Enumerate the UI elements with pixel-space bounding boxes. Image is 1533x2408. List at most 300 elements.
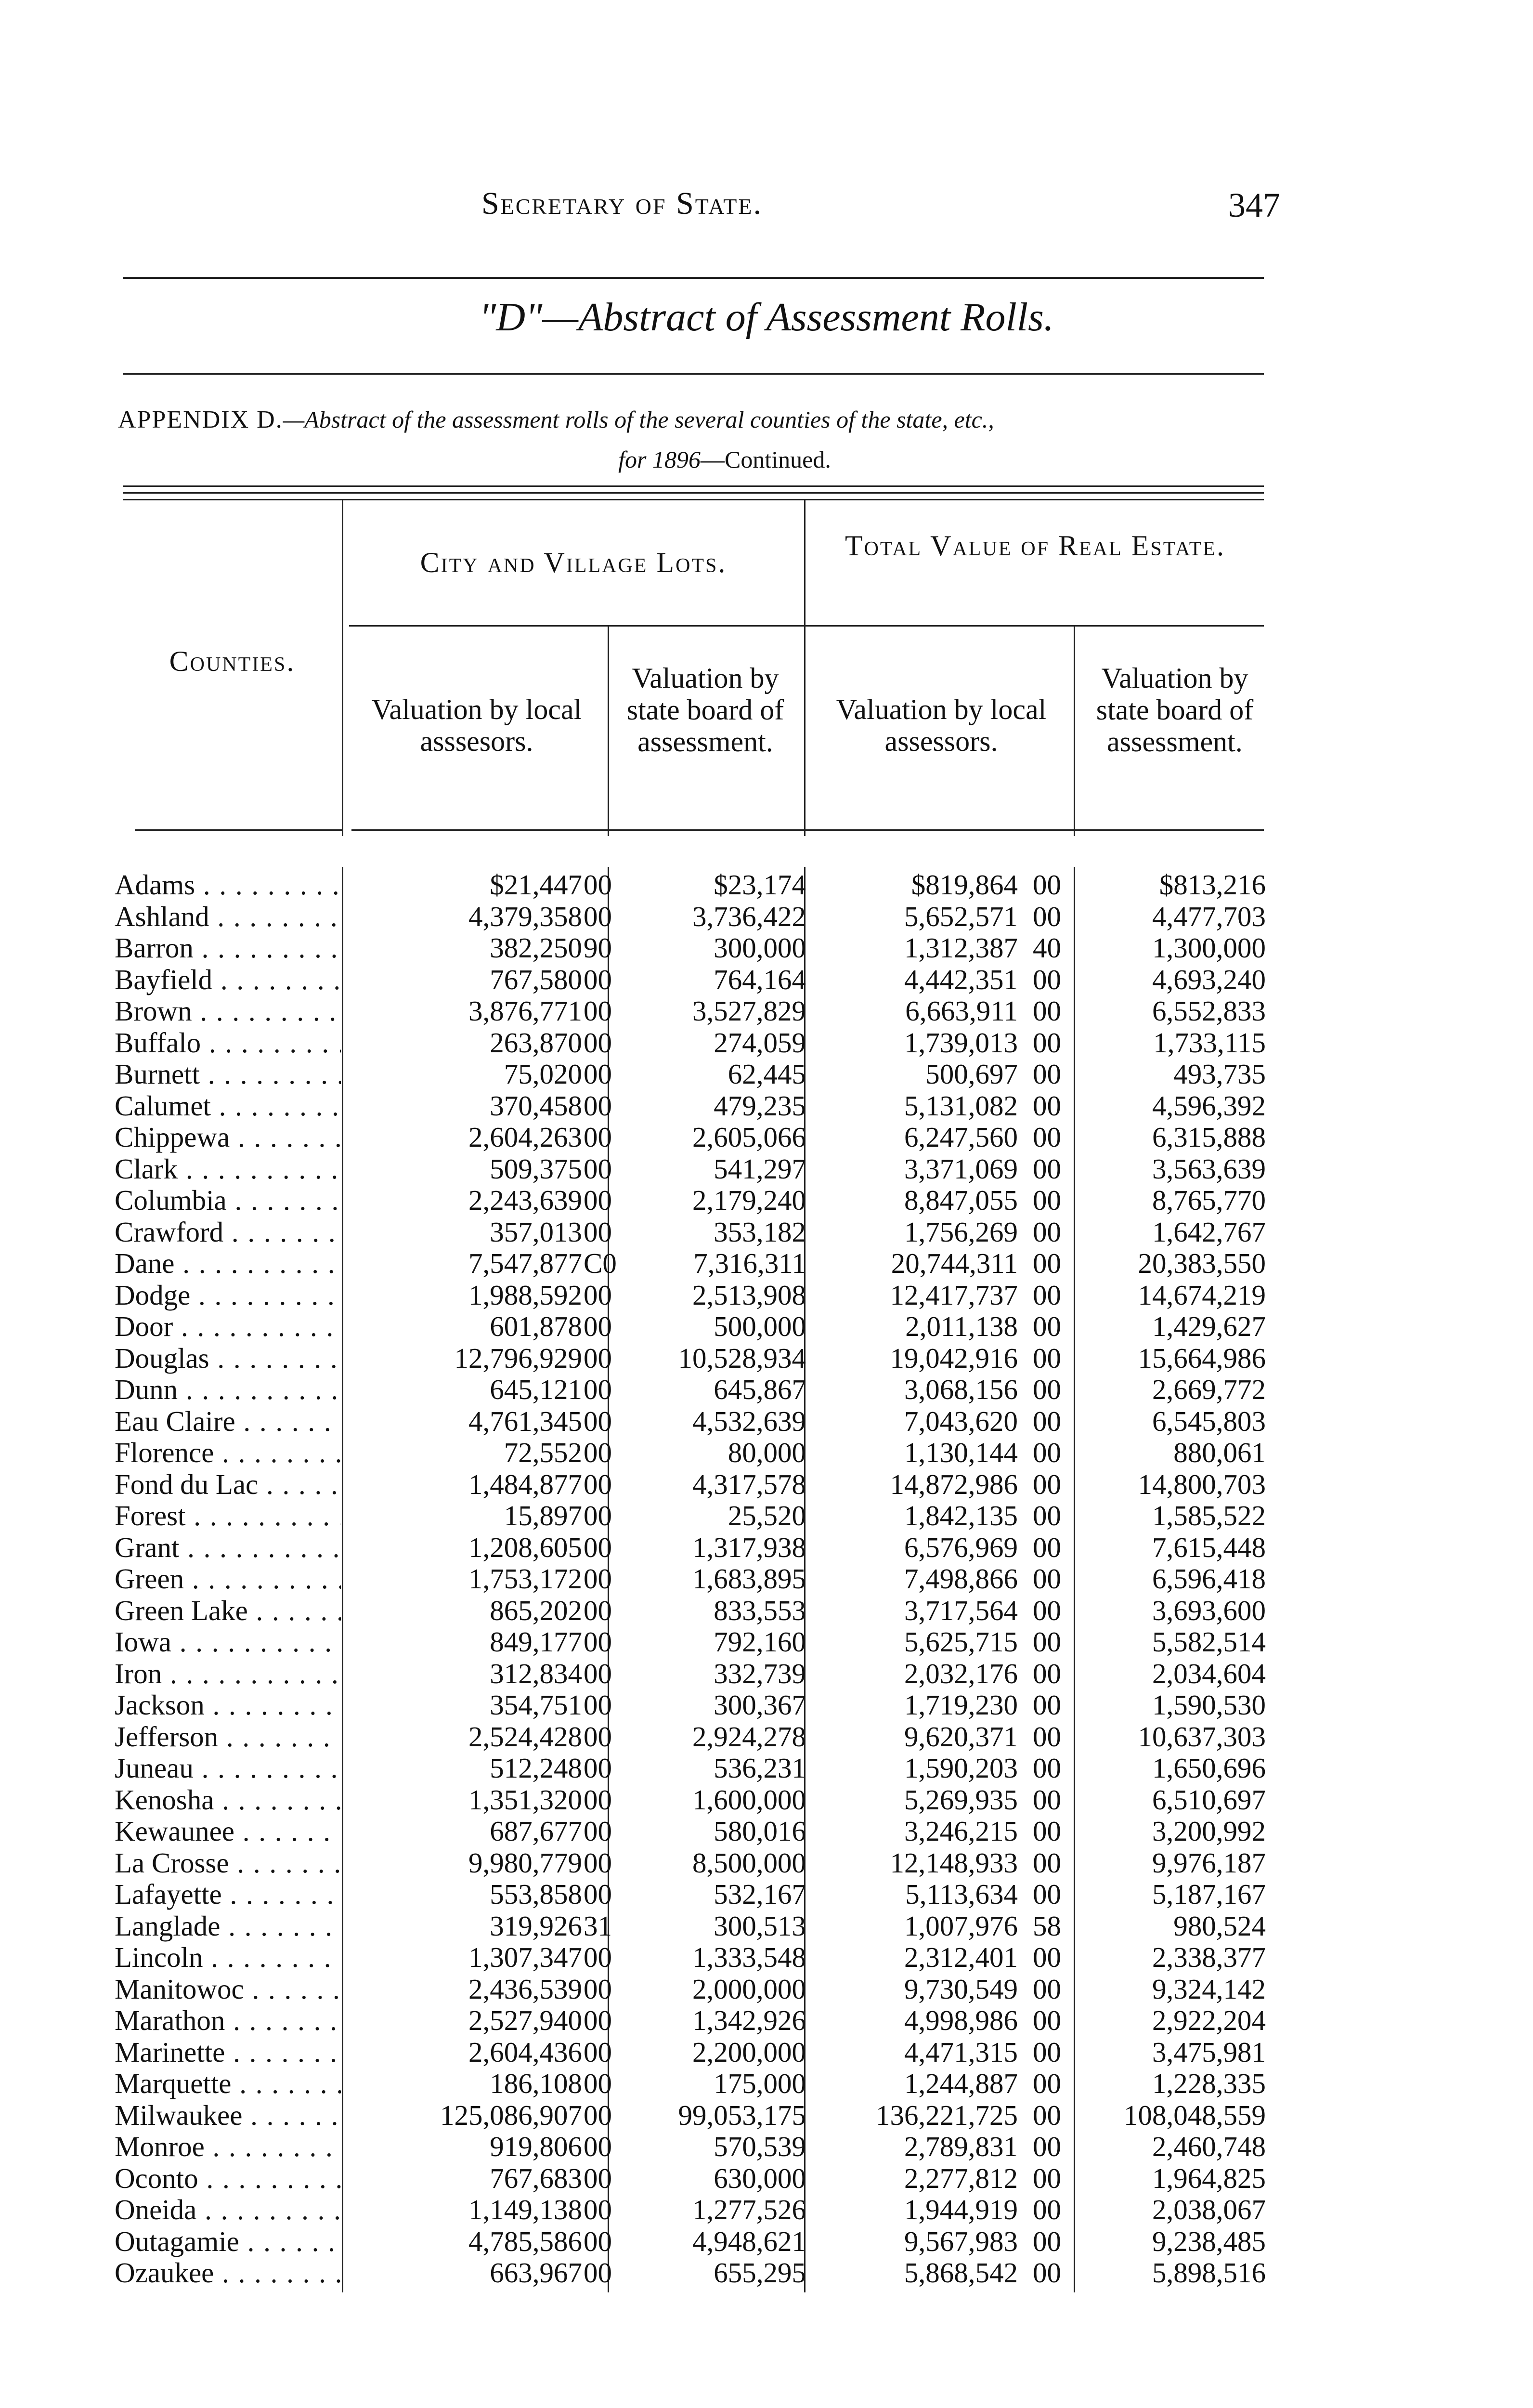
total-state-value: 3,563,639 (1152, 1152, 1266, 1185)
county-name: Kenosha . . . (115, 1784, 341, 1816)
city-state-value: 1,277,526 (692, 2194, 806, 2225)
total-local-cents: 00 (1033, 869, 1061, 901)
county-name: Green . . . (115, 1563, 341, 1595)
county-name: Monroe . . . (115, 2131, 341, 2163)
county-name: Clark . . . (115, 1153, 341, 1185)
city-local-cents: 00 (584, 1500, 612, 1531)
total-local-value: 8,847,055 (904, 1184, 1018, 1216)
city-state-value: 479,235 (714, 1089, 806, 1122)
city-local-value: 72,552 (504, 1437, 582, 1468)
header-city-village-lots: City and Village Lots. (420, 547, 727, 578)
total-state-value: 1,590,530 (1152, 1689, 1266, 1721)
total-local-value: 2,277,812 (904, 2162, 1018, 2194)
city-local-value: 2,243,639 (468, 1184, 582, 1216)
county-name: Oneida . . . (115, 2194, 341, 2226)
city-local-cents: 00 (584, 2131, 612, 2162)
city-local-cents: 00 (584, 1720, 612, 1753)
table-row (0, 2163, 1533, 2195)
table-row (0, 1532, 1533, 1564)
county-name: Marathon . . . (115, 2005, 341, 2037)
city-state-value: 353,182 (714, 1216, 806, 1248)
top-rule (123, 277, 1264, 279)
county-name: Fond du Lac . . . (115, 1469, 341, 1501)
city-local-value: 663,967 (490, 2257, 582, 2289)
city-local-cents: 00 (584, 900, 612, 932)
table-row (0, 1469, 1533, 1501)
city-state-value: 4,532,639 (692, 1405, 806, 1437)
city-local-value: 1,988,592 (468, 1279, 582, 1311)
total-state-value: 1,650,696 (1152, 1752, 1266, 1784)
city-state-value: 7,316,311 (693, 1247, 806, 1279)
county-name: Calumet . . . (115, 1090, 341, 1122)
total-local-cents: 00 (1033, 2194, 1061, 2225)
city-local-cents: 00 (584, 2162, 612, 2194)
city-local-cents: 00 (584, 1279, 612, 1311)
total-local-value: 9,620,371 (904, 1720, 1018, 1753)
city-state-value: 2,513,908 (692, 1279, 806, 1311)
city-local-cents: 00 (584, 2004, 612, 2036)
header-total-state: Valuation by state board of assessment. (1096, 662, 1254, 758)
total-state-value: 4,693,240 (1152, 963, 1266, 995)
total-state-value: 2,338,377 (1152, 1941, 1266, 1973)
total-local-value: 9,730,549 (904, 1973, 1018, 2005)
city-local-value: 263,870 (490, 1026, 582, 1059)
county-name: Milwaukee . . . (115, 2100, 341, 2132)
total-state-value: $813,216 (1159, 869, 1266, 901)
table-row (0, 1784, 1533, 1816)
total-state-value: 5,187,167 (1152, 1878, 1266, 1910)
city-local-value: 1,351,320 (468, 1783, 582, 1816)
total-local-cents: 00 (1033, 2004, 1061, 2036)
city-local-cents: 00 (584, 2068, 612, 2099)
county-name: Juneau . . . (115, 1753, 341, 1784)
city-local-value: $21,447 (490, 869, 582, 901)
city-local-value: 553,858 (490, 1878, 582, 1910)
header-total-local: Valuation by local assessors. (836, 694, 1047, 757)
city-local-value: 3,876,771 (468, 995, 582, 1027)
county-name: Dane . . . (115, 1248, 341, 1280)
col-divider-total (1074, 626, 1075, 836)
county-name: Douglas . . . (115, 1343, 341, 1374)
city-local-value: 865,202 (490, 1594, 582, 1626)
county-name: La Crosse . . . (115, 1847, 341, 1879)
total-state-value: 2,038,067 (1152, 2194, 1266, 2225)
total-local-value: 5,113,634 (905, 1878, 1018, 1910)
city-local-value: 4,785,586 (468, 2225, 582, 2257)
city-local-value: 1,208,605 (468, 1531, 582, 1563)
total-local-value: 6,247,560 (904, 1121, 1018, 1153)
total-local-value: 6,576,969 (904, 1531, 1018, 1563)
total-local-cents: 00 (1033, 1941, 1061, 1973)
city-local-value: 370,458 (490, 1089, 582, 1122)
county-name: Crawford . . . (115, 1217, 341, 1248)
total-state-value: 1,964,825 (1152, 2162, 1266, 2194)
table-row (0, 1689, 1533, 1721)
city-local-cents: 00 (584, 995, 612, 1027)
total-state-value: 108,048,559 (1124, 2099, 1266, 2131)
table-row (0, 1280, 1533, 1311)
city-local-cents: 00 (584, 1846, 612, 1879)
total-local-cents: 00 (1033, 900, 1061, 932)
city-state-value: 2,605,066 (692, 1121, 806, 1153)
city-local-cents: C0 (584, 1247, 617, 1279)
table-row (0, 2037, 1533, 2068)
total-local-cents: 00 (1033, 1563, 1061, 1595)
total-state-value: 3,475,981 (1152, 2036, 1266, 2068)
total-local-value: 5,269,935 (904, 1783, 1018, 1816)
total-local-cents: 00 (1033, 2068, 1061, 2099)
table-row (0, 1753, 1533, 1784)
total-state-value: 6,552,833 (1152, 995, 1266, 1027)
city-state-value: 645,867 (714, 1374, 806, 1405)
city-local-value: 509,375 (490, 1152, 582, 1185)
city-local-value: 512,248 (490, 1752, 582, 1784)
total-state-value: 2,922,204 (1152, 2004, 1266, 2036)
total-state-value: 3,200,992 (1152, 1815, 1266, 1847)
total-local-value: 2,312,401 (904, 1941, 1018, 1973)
city-state-value: 300,513 (714, 1910, 806, 1942)
city-local-value: 601,878 (490, 1310, 582, 1342)
city-local-cents: 00 (584, 1026, 612, 1059)
county-name: Marinette . . . (115, 2037, 341, 2068)
county-name: Lincoln . . . (115, 1942, 341, 1974)
city-local-cents: 00 (584, 1184, 612, 1216)
city-local-cents: 00 (584, 2036, 612, 2068)
city-local-value: 1,484,877 (468, 1468, 582, 1500)
table-row (0, 995, 1533, 1027)
county-name: Ozaukee . . . (115, 2257, 341, 2289)
county-name: Grant . . . (115, 1532, 341, 1564)
table-row (0, 1153, 1533, 1185)
city-local-cents: 00 (584, 2194, 612, 2225)
table-caption (118, 400, 1273, 479)
city-state-value: 2,000,000 (692, 1973, 806, 2005)
total-state-value: 14,674,219 (1138, 1279, 1266, 1311)
city-local-value: 125,086,907 (440, 2099, 582, 2131)
total-local-cents: 00 (1033, 1689, 1061, 1721)
city-local-cents: 00 (584, 1626, 612, 1658)
total-local-cents: 00 (1033, 1089, 1061, 1122)
total-local-value: 5,868,542 (904, 2257, 1018, 2289)
total-state-value: 9,324,142 (1152, 1973, 1266, 2005)
total-local-cents: 00 (1033, 1657, 1061, 1689)
total-state-value: 6,545,803 (1152, 1405, 1266, 1437)
total-local-cents: 00 (1033, 1247, 1061, 1279)
total-local-cents: 00 (1033, 1184, 1061, 1216)
city-local-cents: 00 (584, 1152, 612, 1185)
table-row (0, 2100, 1533, 2132)
table-row (0, 2194, 1533, 2226)
city-state-value: 1,317,938 (692, 1531, 806, 1563)
city-state-value: 332,739 (714, 1657, 806, 1689)
city-state-value: 764,164 (714, 963, 806, 995)
table-row (0, 1974, 1533, 2005)
city-local-cents: 00 (584, 1941, 612, 1973)
city-state-value: 570,539 (714, 2131, 806, 2162)
header-counties: Counties. (169, 645, 296, 677)
table-row (0, 1217, 1533, 1248)
total-state-value: 20,383,550 (1138, 1247, 1266, 1279)
total-local-cents: 00 (1033, 1342, 1061, 1374)
header-city-state: Valuation by state board of assessment. (626, 662, 784, 758)
table-row (0, 1311, 1533, 1343)
city-local-value: 2,524,428 (468, 1720, 582, 1753)
city-state-value: 792,160 (714, 1626, 806, 1658)
city-local-value: 919,806 (490, 2131, 582, 2162)
total-local-cents: 00 (1033, 1720, 1061, 1753)
table-row (0, 1911, 1533, 1942)
city-state-value: 833,553 (714, 1594, 806, 1626)
table-row (0, 1500, 1533, 1532)
total-state-value: 8,765,770 (1152, 1184, 1266, 1216)
total-local-cents: 40 (1033, 932, 1061, 964)
total-local-cents: 00 (1033, 1594, 1061, 1626)
table-row (0, 2131, 1533, 2163)
city-local-cents: 00 (584, 1374, 612, 1405)
total-local-value: 500,697 (925, 1058, 1018, 1090)
group-header-rule (349, 625, 1264, 627)
table-row (0, 1816, 1533, 1847)
total-state-value: 7,615,448 (1152, 1531, 1266, 1563)
city-local-value: 767,683 (490, 2162, 582, 2194)
city-local-value: 645,121 (490, 1374, 582, 1405)
city-local-cents: 00 (584, 1121, 612, 1153)
total-local-cents: 00 (1033, 963, 1061, 995)
total-local-value: 4,442,351 (904, 963, 1018, 995)
city-local-value: 186,108 (490, 2068, 582, 2099)
total-local-cents: 00 (1033, 1531, 1061, 1563)
total-local-value: 1,944,919 (904, 2194, 1018, 2225)
total-state-value: 493,735 (1173, 1058, 1266, 1090)
total-local-value: $819,864 (911, 869, 1018, 901)
running-head (0, 185, 1533, 238)
total-local-cents: 00 (1033, 2099, 1061, 2131)
city-local-cents: 00 (584, 2257, 612, 2289)
total-local-cents: 00 (1033, 1815, 1061, 1847)
total-local-value: 5,131,082 (904, 1089, 1018, 1122)
city-local-value: 15,897 (504, 1500, 582, 1531)
city-local-value: 2,604,436 (468, 2036, 582, 2068)
county-name: Adams . . . (115, 869, 341, 901)
table-row (0, 2257, 1533, 2289)
city-local-cents: 00 (584, 1783, 612, 1816)
city-local-cents: 00 (584, 869, 612, 901)
total-state-value: 2,460,748 (1152, 2131, 1266, 2162)
city-state-value: 274,059 (714, 1026, 806, 1059)
city-local-value: 1,149,138 (468, 2194, 582, 2225)
total-local-cents: 00 (1033, 1374, 1061, 1405)
city-state-value: 500,000 (714, 1310, 806, 1342)
total-state-value: 1,429,627 (1152, 1310, 1266, 1342)
total-local-value: 3,246,215 (904, 1815, 1018, 1847)
total-state-value: 1,300,000 (1152, 932, 1266, 964)
county-name: Barron . . . (115, 932, 341, 964)
table-row (0, 1563, 1533, 1595)
city-local-cents: 00 (584, 1216, 612, 1248)
header-bottom-rule-values (351, 829, 1264, 831)
total-local-value: 3,371,069 (904, 1152, 1018, 1185)
table-row (0, 1122, 1533, 1153)
section-title: "D"—Abstract of Assessment Rolls. (479, 295, 1054, 340)
total-local-cents: 00 (1033, 1152, 1061, 1185)
total-local-value: 2,789,831 (904, 2131, 1018, 2162)
city-state-value: 8,500,000 (692, 1846, 806, 1879)
table-row (0, 1059, 1533, 1090)
county-name: Marquette . . . (115, 2068, 341, 2100)
county-name: Iron . . . (115, 1658, 341, 1690)
county-name: Lafayette . . . (115, 1879, 341, 1911)
city-state-value: 2,924,278 (692, 1720, 806, 1753)
city-local-value: 2,436,539 (468, 1973, 582, 2005)
county-name: Ashland . . . (115, 901, 341, 933)
table-row (0, 932, 1533, 964)
caption-for: for (618, 446, 647, 473)
total-local-value: 5,625,715 (904, 1626, 1018, 1658)
table-top-rule-2 (123, 492, 1264, 494)
city-state-value: 1,342,926 (692, 2004, 806, 2036)
city-local-cents: 00 (584, 2225, 612, 2257)
total-state-value: 3,693,600 (1152, 1594, 1266, 1626)
city-state-value: 4,948,621 (692, 2225, 806, 2257)
county-name: Oconto . . . (115, 2163, 341, 2195)
city-local-cents: 00 (584, 1531, 612, 1563)
caption-line2 (118, 440, 1273, 479)
city-local-cents: 00 (584, 1342, 612, 1374)
table-row (0, 901, 1533, 933)
county-name: Green Lake . . . (115, 1595, 341, 1627)
total-local-cents: 00 (1033, 2257, 1061, 2289)
total-local-cents: 00 (1033, 1216, 1061, 1248)
city-local-cents: 00 (584, 1437, 612, 1468)
table-top-rule-1 (123, 485, 1264, 487)
city-local-value: 1,753,172 (468, 1563, 582, 1595)
table-row (0, 1721, 1533, 1753)
total-state-value: 2,669,772 (1152, 1374, 1266, 1405)
total-local-value: 3,717,564 (904, 1594, 1018, 1626)
total-local-value: 12,148,933 (890, 1846, 1018, 1879)
city-state-value: 10,528,934 (678, 1342, 806, 1374)
caption-continued: —Continued. (701, 446, 831, 473)
table-row (0, 2226, 1533, 2258)
total-local-value: 12,417,737 (890, 1279, 1018, 1311)
city-local-value: 4,761,345 (468, 1405, 582, 1437)
total-local-value: 1,842,135 (904, 1500, 1018, 1531)
caption-lead: APPENDIX D. (118, 406, 283, 433)
total-state-value: 6,510,697 (1152, 1783, 1266, 1816)
total-local-value: 1,007,976 (904, 1910, 1018, 1942)
table-row (0, 1374, 1533, 1406)
total-local-cents: 00 (1033, 1846, 1061, 1879)
county-name: Burnett . . . (115, 1059, 341, 1090)
city-state-value: 630,000 (714, 2162, 806, 2194)
table-row (0, 964, 1533, 996)
city-state-value: 580,016 (714, 1815, 806, 1847)
county-name: Florence . . . (115, 1437, 341, 1469)
city-local-value: 382,250 (490, 932, 582, 964)
city-local-value: 319,926 (490, 1910, 582, 1942)
table-row (0, 1847, 1533, 1879)
county-name: Bayfield . . . (115, 964, 341, 996)
city-state-value: 2,179,240 (692, 1184, 806, 1216)
city-local-cents: 00 (584, 1594, 612, 1626)
total-local-value: 7,498,866 (904, 1563, 1018, 1595)
total-local-value: 1,590,203 (904, 1752, 1018, 1784)
county-name: Manitowoc . . . (115, 1974, 341, 2005)
table-row (0, 1942, 1533, 1974)
city-local-cents: 00 (584, 1468, 612, 1500)
total-state-value: 1,642,767 (1152, 1216, 1266, 1248)
total-local-cents: 00 (1033, 1121, 1061, 1153)
city-local-cents: 00 (584, 1405, 612, 1437)
total-local-cents: 00 (1033, 995, 1061, 1027)
total-local-value: 1,719,230 (904, 1689, 1018, 1721)
city-local-value: 312,834 (490, 1657, 582, 1689)
total-local-value: 14,872,986 (890, 1468, 1018, 1500)
total-local-value: 20,744,311 (891, 1247, 1018, 1279)
total-state-value: 1,733,115 (1153, 1026, 1266, 1059)
city-state-value: 25,520 (728, 1500, 806, 1531)
running-title: Secretary of State. (481, 186, 763, 221)
city-local-cents: 00 (584, 1563, 612, 1595)
total-local-value: 2,011,138 (905, 1310, 1018, 1342)
total-local-cents: 00 (1033, 2225, 1061, 2257)
total-local-value: 1,312,387 (904, 932, 1018, 964)
total-state-value: 15,664,986 (1138, 1342, 1266, 1374)
total-state-value: 10,637,303 (1138, 1720, 1266, 1753)
caption-text: —Abstract of the assessment rolls of the several counties of the state, etc., (283, 406, 994, 433)
total-state-value: 5,582,514 (1152, 1626, 1266, 1658)
total-state-value: 980,524 (1173, 1910, 1266, 1942)
city-state-value: 3,527,829 (692, 995, 806, 1027)
total-state-value: 9,238,485 (1152, 2225, 1266, 2257)
city-local-value: 7,547,877 (468, 1247, 582, 1279)
county-name: Forest . . . (115, 1500, 341, 1532)
header-bottom-rule-counties (135, 829, 342, 831)
table-row (0, 1879, 1533, 1911)
total-local-value: 1,130,144 (904, 1437, 1018, 1468)
total-local-cents: 58 (1033, 1910, 1061, 1942)
city-state-value: 3,736,422 (692, 900, 806, 932)
total-local-value: 19,042,916 (890, 1342, 1018, 1374)
city-state-value: 300,000 (714, 932, 806, 964)
total-local-value: 4,471,315 (904, 2036, 1018, 2068)
col-divider-city (608, 626, 609, 836)
city-state-value: 655,295 (714, 2257, 806, 2289)
total-local-cents: 00 (1033, 1973, 1061, 2005)
city-local-value: 2,527,940 (468, 2004, 582, 2036)
table-row (0, 1090, 1533, 1122)
city-local-value: 687,677 (490, 1815, 582, 1847)
city-state-value: 536,231 (714, 1752, 806, 1784)
city-local-cents: 31 (584, 1910, 612, 1942)
total-local-value: 1,739,013 (904, 1026, 1018, 1059)
table-body (0, 869, 1533, 2289)
city-state-value: 1,600,000 (692, 1783, 806, 1816)
table-row (0, 1626, 1533, 1658)
city-state-value: 175,000 (714, 2068, 806, 2099)
total-local-value: 136,221,725 (876, 2099, 1018, 2131)
total-local-cents: 00 (1033, 1500, 1061, 1531)
total-local-cents: 00 (1033, 1058, 1061, 1090)
city-local-cents: 00 (584, 1752, 612, 1784)
total-state-value: 6,596,418 (1152, 1563, 1266, 1595)
city-state-value: 80,000 (728, 1437, 806, 1468)
total-local-cents: 00 (1033, 1626, 1061, 1658)
total-local-cents: 00 (1033, 1752, 1061, 1784)
total-local-cents: 00 (1033, 2162, 1061, 2194)
county-name: Dodge . . . (115, 1280, 341, 1311)
table-row (0, 1406, 1533, 1438)
